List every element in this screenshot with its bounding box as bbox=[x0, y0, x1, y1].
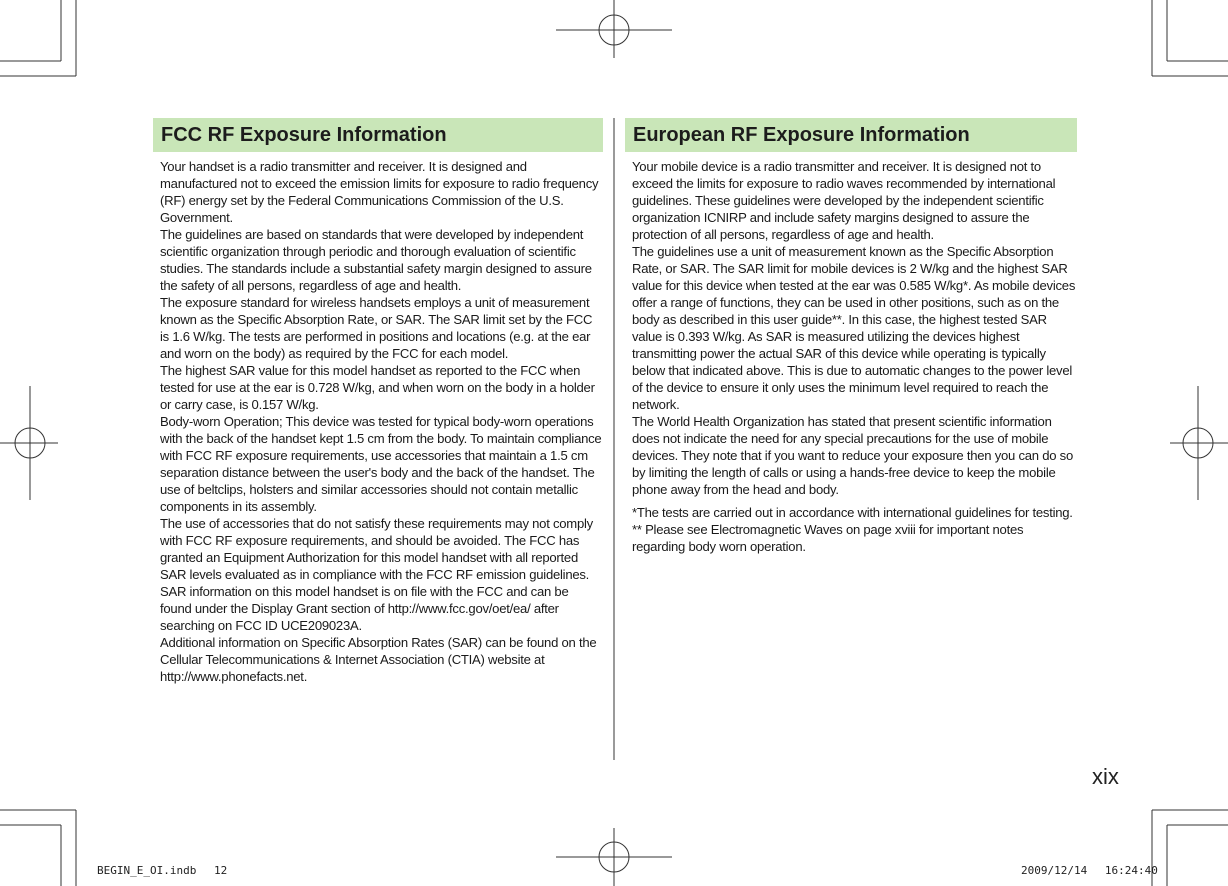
footnote: ** Please see Electromagnetic Waves on page xviii for important notes regarding body worn operation. bbox=[632, 522, 1024, 554]
fcc-section bbox=[153, 118, 603, 685]
print-slug-timestamp: 2009/12/14 16:24:40 bbox=[1021, 864, 1158, 877]
page-number: xix bbox=[1092, 764, 1119, 789]
fcc-paragraph: Your handset is a radio transmitter and receiver. It is designed and manufactured not to exceed the emission limits for exposure to radio frequency (RF) energy set by the Federal Communications Commission of the U.S. Government. bbox=[160, 159, 599, 225]
print-slug-file: BEGIN_E_OI.indb 12 bbox=[97, 864, 228, 877]
european-paragraph: The guidelines use a unit of measurement known as the Specific Absorption Rate, or SAR. The SAR limit for mobile devices is 2 W/kg and the highest SAR value for this device when tested at the ear was 0.585 W/kg*. As mobile devices offer a range of functions, they can be used in other positions, such as on the body as described in this user guide**. In this case, the highest tested SAR value is 0.393 W/kg. As SAR is measured utilizing the devices highest transmitting power the actual SAR of this device while operating is typically below that indicated above. This is due to automatic changes to the power level of the device to ensure it only uses the minimum level required to reach the network. bbox=[632, 244, 1076, 412]
european-section bbox=[625, 118, 1077, 555]
european-heading: European RF Exposure Information bbox=[625, 118, 1077, 152]
fcc-paragraph: The highest SAR value for this model handset as reported to the FCC when tested for use at the ear is 0.728 W/kg, and when worn on the body in a holder or carry case, is 0.157 W/kg. bbox=[160, 363, 595, 412]
fcc-paragraph: Additional information on Specific Absorption Rates (SAR) can be found on the Cellular Telecommunications & Internet Association (CTIA) website at http://www.phonefacts.net. bbox=[160, 635, 597, 684]
footnote: *The tests are carried out in accordance with international guidelines for testing. bbox=[632, 505, 1073, 520]
fcc-paragraph: The use of accessories that do not satisfy these requirements may not comply with FCC RF exposure requirements, and should be avoided. The FCC has granted an Equipment Authorization for this model handset with all reported SAR levels evaluated as in compliance with the FCC RF emission guidelines. SAR information on this model handset is on file with the FCC and can be found under the Display Grant section of http://www.fcc.gov/oet/ea/ after searching on FCC ID UCE209023A. bbox=[160, 516, 593, 633]
fcc-paragraph: The exposure standard for wireless handsets employs a unit of measurement known as the Specific Absorption Rate, or SAR. The SAR limit set by the FCC is 1.6 W/kg. The tests are performed in positions and locations (e.g. at the ear and worn on the body) as required by the FCC for each model. bbox=[160, 295, 593, 361]
fcc-paragraph: The guidelines are based on standards that were developed by independent scientific organization through periodic and thorough evaluation of scientific studies. The standards include a substantial safety margin designed to assure the safety of all persons, regardless of age and health. bbox=[160, 227, 592, 293]
european-body bbox=[625, 152, 1077, 555]
fcc-body bbox=[153, 152, 603, 685]
european-paragraph: Your mobile device is a radio transmitter and receiver. It is designed not to exceed the limits for exposure to radio waves recommended by international guidelines. These guidelines were developed by the independent scientific organization ICNIRP and include safety margins designed to assure the protection of all persons, regardless of age and health. bbox=[632, 159, 1056, 242]
column-divider bbox=[613, 118, 615, 760]
european-paragraph: The World Health Organization has stated that present scientific information does not indicate the need for any special precautions for the use of mobile devices. They note that if you want to reduce your exposure then you can do so by limiting the length of calls or using a hands-free device to keep the mobile phone away from the head and body. bbox=[632, 414, 1074, 497]
fcc-heading: FCC RF Exposure Information bbox=[153, 118, 603, 152]
fcc-paragraph: Body-worn Operation; This device was tested for typical body-worn operations with the back of the handset kept 1.5 cm from the body. To maintain compliance with FCC RF exposure requirements, use accessories that maintain a 1.5 cm separation distance between the user's body and the back of the handset. The use of beltclips, holsters and similar accessories should not contain metallic components in its assembly. bbox=[160, 414, 602, 514]
